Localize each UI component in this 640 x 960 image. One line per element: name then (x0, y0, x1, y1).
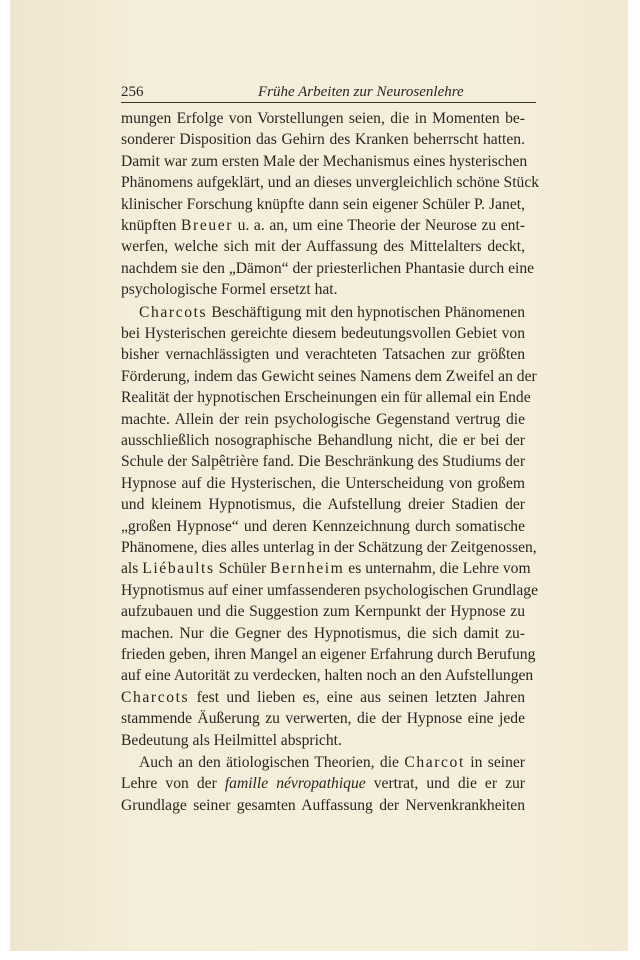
text-segment: als (121, 560, 143, 578)
text-segment: Janet (489, 195, 522, 213)
text-segment: Phänomene, dies alles unterlag in der Schätzung der Zeitgenossen, (121, 539, 537, 556)
text-segment: mungen Erfolge von Vorstellungen seien, die in Momenten be- (121, 110, 525, 127)
spaced-name: Charcots (121, 688, 190, 706)
text-segment: Schule der Salpêtrière fand. Die Beschränkung des Studiums der (121, 453, 526, 471)
text-segment: und kleinem Hypnotismus, die Aufstellung dreier Stadien der (121, 496, 525, 514)
text-line (121, 560, 531, 580)
text-line (121, 689, 525, 709)
text-segment: Damit war zum ersten Male der Mechanismus eines hysterischen (121, 152, 528, 170)
text-segment: Beschäftigung mit den hypnotischen Phänomenen (207, 303, 525, 321)
spaced-name: Charcots (139, 303, 208, 321)
text-segment: klinischer Forschung knüpfte dann sein eigener Schüler P. (121, 195, 490, 213)
text-segment: „großen Hypnose“ und deren Kennzeichnung durch somatische (121, 517, 525, 535)
text-segment: knüpften (121, 217, 182, 234)
text-line (121, 603, 525, 623)
text-segment: machen. Nur die Gegner des Hypnotismus, die sich damit zu- (121, 624, 525, 642)
italic-phrase: famille névropathique (224, 775, 366, 793)
text-line (121, 131, 525, 151)
text-segment: Förderung, indem das Gewicht seines Namens dem Zweifel an der (121, 367, 537, 385)
text-line (121, 496, 525, 516)
spaced-name: Breuer (181, 217, 234, 234)
text-line (121, 110, 525, 130)
text-segment: Hypnotismus auf einer umfassenderen psychologischen Grundlage (121, 581, 539, 599)
text-segment: bisher vernachlässigten und verachteten Tatsachen zur größten (121, 346, 525, 364)
running-title: Frühe Arbeiten zur Neurosenlehre (258, 84, 464, 100)
text-line (121, 238, 525, 258)
text-segment: nachdem sie den „Dämon“ der priesterlichen Phantasie durch eine (121, 259, 535, 277)
spaced-name: Liébaults (142, 560, 215, 578)
text-segment: stammende Äußerung zu verwerten, die der Hypnose eine jede (121, 710, 525, 728)
text-line (121, 411, 525, 431)
text-line (121, 196, 525, 216)
text-segment: frieden geben, ihren Mangel an eigener Erfahrung durch Berufung (121, 646, 536, 663)
text-line (121, 581, 539, 602)
text-segment: auf eine Autorität zu verdecken, halten noch an den Aufstellungen (121, 667, 534, 685)
text-line (121, 259, 535, 280)
text-segment: in seiner (464, 754, 525, 771)
text-segment: , (521, 195, 525, 213)
text-segment: machte. Allein der rein psychologische Gegenstand vertrug die (121, 410, 525, 428)
text-line (121, 174, 540, 194)
text-line (121, 325, 525, 345)
text-line (121, 281, 525, 301)
text-segment: werfen, welche sich mit der Auffassung des Mittelalters deckt, (121, 238, 525, 256)
text-line (121, 152, 528, 173)
text-segment: Phänomens aufgeklärt, und an dieses unvergleichlich schöne Stück (121, 174, 540, 192)
text-line (121, 475, 525, 495)
text-line (139, 304, 525, 324)
text-segment: Realität der hypnotischen Erscheinungen ein für allemal ein Ende (121, 389, 531, 407)
header-rule (121, 102, 536, 103)
text-segment: Lehre von der (121, 775, 225, 793)
text-line (121, 667, 534, 687)
text-line (121, 710, 525, 730)
book-page (10, 0, 628, 951)
text-segment: Schüler (214, 560, 271, 578)
text-line (121, 775, 525, 795)
text-line (121, 367, 537, 388)
text-line (121, 217, 525, 237)
text-segment: es unternahm, die Lehre vom (344, 560, 531, 578)
text-line (121, 797, 525, 817)
text-segment: Grundlage seiner gesamten Auffassung der Nervenkrankheiten (121, 796, 525, 814)
text-segment: Bedeutung als Heilmittel abspricht. (121, 731, 342, 749)
page-number: 256 (121, 84, 144, 100)
text-line (121, 346, 525, 366)
text-segment: sonderer Disposition das Gehirn des Kranken beherrscht hatten. (121, 131, 525, 149)
spaced-name: Bernheim (270, 560, 345, 578)
text-line (121, 646, 536, 666)
text-line (121, 732, 525, 752)
text-line (121, 625, 525, 645)
text-line (121, 539, 537, 559)
text-segment: bei Hysterischen gereichte diesem bedeutungsvollen Gebiet von (121, 325, 525, 342)
text-segment: Auch an den ätiologischen Theorien, die (139, 754, 405, 771)
text-segment: fest und lieben es, eine aus seinen letzten Jahren (189, 688, 525, 706)
spaced-name: Charcot (404, 754, 465, 771)
text-line (139, 754, 525, 774)
text-line (121, 518, 525, 538)
text-line (121, 432, 525, 452)
text-segment: vertrat, und die er zur (365, 775, 525, 793)
text-line (121, 389, 531, 409)
text-segment: u. a. an, um eine Theorie der Neurose zu ent- (233, 217, 525, 234)
text-segment: Hypnose auf die Hysterischen, die Unterscheidung von großem (121, 474, 525, 492)
text-line (121, 453, 525, 473)
text-segment: ausschließlich nosographische Behandlung nicht, die er bei der (121, 432, 525, 449)
text-segment: psychologische Formel ersetzt hat. (121, 281, 338, 299)
text-segment: aufzubauen und die Suggestion zum Kernpunkt der Hypnose zu (121, 603, 525, 621)
